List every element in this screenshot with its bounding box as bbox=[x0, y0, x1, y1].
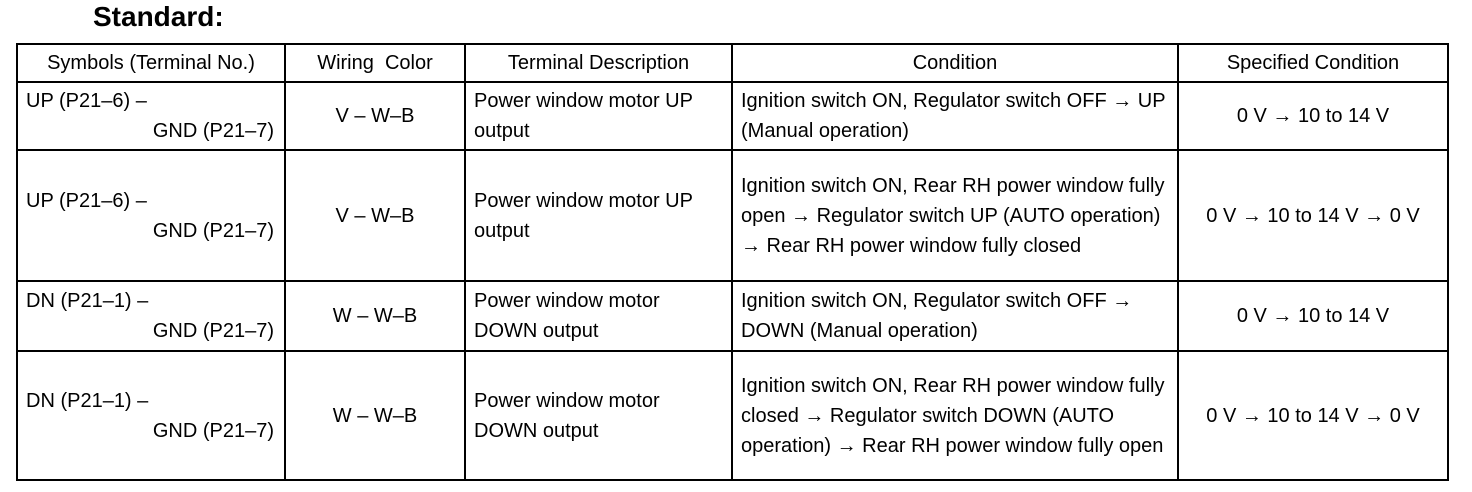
table-row bbox=[17, 281, 1448, 351]
cell-specified-condition: 0 V → 10 to 14 V bbox=[1178, 281, 1448, 351]
cell-condition: Ignition switch ON, Rear RH power window fully closed → Regulator switch DOWN (AUTO operation) → Rear RH power window fully open bbox=[732, 351, 1178, 480]
table-row bbox=[17, 150, 1448, 281]
symbol-terminal: UP (P21–6) – bbox=[26, 90, 147, 112]
cell-specified-condition: 0 V → 10 to 14 V → 0 V bbox=[1178, 150, 1448, 281]
cell-terminal-description: Power window motor UP output bbox=[465, 150, 732, 281]
symbol-ground: GND (P21–7) bbox=[152, 419, 274, 442]
header-wiring-color: Wiring Color bbox=[285, 44, 465, 82]
cell-symbol bbox=[17, 351, 285, 480]
header-condition: Condition bbox=[732, 44, 1178, 82]
symbol-ground: GND (P21–7) bbox=[152, 320, 274, 342]
cell-condition: Ignition switch ON, Regulator switch OFF → DOWN (Manual operation) bbox=[732, 281, 1178, 351]
cell-specified-condition: 0 V → 10 to 14 V → 0 V bbox=[1178, 351, 1448, 480]
cell-wiring-color: W – W–B bbox=[285, 351, 465, 480]
cell-terminal-description: Power window motor UP output bbox=[465, 82, 732, 150]
table-header-row bbox=[17, 44, 1448, 82]
cell-terminal-description: Power window motor DOWN output bbox=[465, 281, 732, 351]
cell-terminal-description: Power window motor DOWN output bbox=[465, 351, 732, 480]
cell-symbol bbox=[17, 281, 285, 351]
symbol-terminal: DN (P21–1) – bbox=[26, 389, 149, 412]
header-specified-condition: Specified Condition bbox=[1178, 44, 1448, 82]
table-row bbox=[17, 351, 1448, 480]
symbol-terminal: UP (P21–6) – bbox=[26, 189, 147, 212]
symbol-terminal: DN (P21–1) – bbox=[26, 290, 149, 312]
cell-condition: Ignition switch ON, Regulator switch OFF → UP (Manual operation) bbox=[732, 82, 1178, 150]
header-terminal-description: Terminal Description bbox=[465, 44, 732, 82]
cell-condition: Ignition switch ON, Rear RH power window fully open → Regulator switch UP (AUTO operation) → Rear RH power window fully closed bbox=[732, 150, 1178, 281]
cell-symbol bbox=[17, 82, 285, 150]
section-title: Standard: bbox=[93, 1, 224, 32]
cell-wiring-color: V – W–B bbox=[285, 150, 465, 281]
symbol-ground: GND (P21–7) bbox=[152, 120, 274, 142]
cell-wiring-color: V – W–B bbox=[285, 82, 465, 150]
header-symbols: Symbols (Terminal No.) bbox=[17, 44, 285, 82]
table-row bbox=[17, 82, 1448, 150]
symbol-ground: GND (P21–7) bbox=[152, 219, 274, 242]
cell-specified-condition: 0 V → 10 to 14 V bbox=[1178, 82, 1448, 150]
cell-symbol bbox=[17, 150, 285, 281]
specification-table bbox=[16, 43, 1449, 481]
cell-wiring-color: W – W–B bbox=[285, 281, 465, 351]
